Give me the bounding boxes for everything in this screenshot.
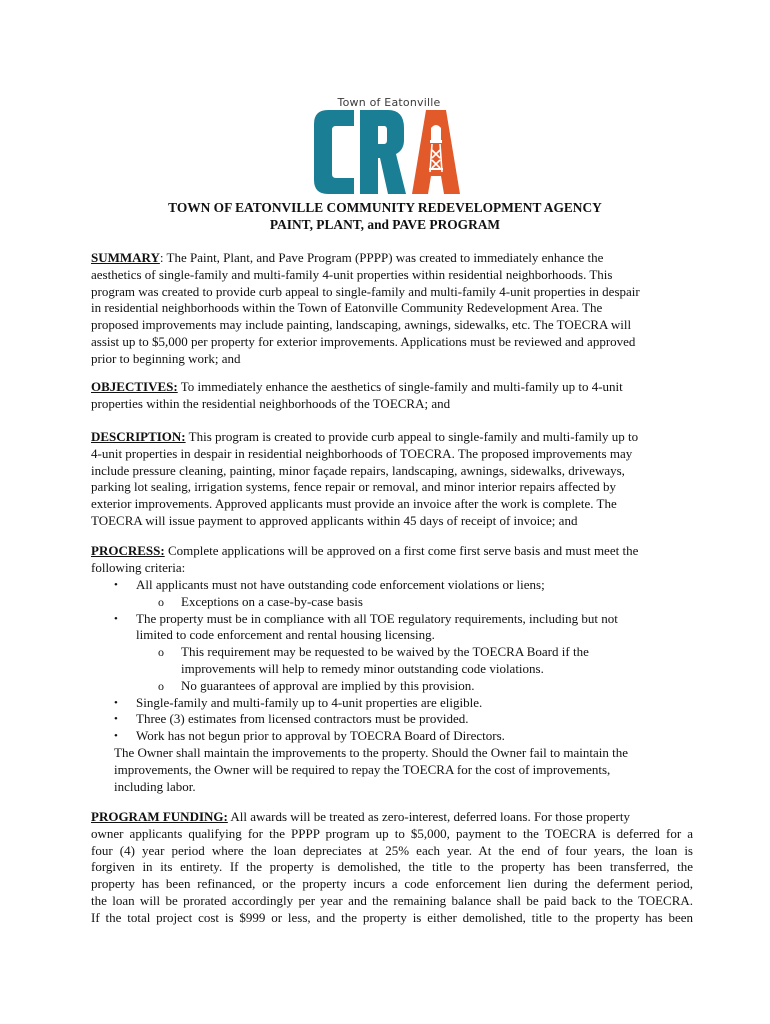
funding-line: forgiven in its entirety. If the property is demolished, the title to the property has been transferred, the <box>91 859 693 875</box>
document-title: TOWN OF EATONVILLE COMMUNITY REDEVELOPMENT AGENCY <box>168 200 602 215</box>
owner-paragraph-line: including labor. <box>114 778 196 794</box>
description-line: include pressure cleaning, painting, minor façade repairs, landscaping, awnings, sidewalks, driveways, <box>91 462 625 478</box>
list-item <box>91 577 693 594</box>
objectives-line: To immediately enhance the aesthetics of single-family and multi-family up to 4-unit <box>177 379 623 394</box>
description-line: exterior improvements. Approved applicants must provide an invoice after the work is complete. The <box>91 496 617 512</box>
bullet-icon: • <box>114 696 118 709</box>
summary-line: prior to beginning work; and <box>91 350 241 366</box>
objectives-line: properties within the residential neighborhoods of the TOECRA; and <box>91 395 451 411</box>
criteria-text: The property must be in compliance with all TOE regulatory requirements, including but not <box>136 610 618 626</box>
objectives-section <box>91 379 693 413</box>
criteria-text: This requirement may be requested to be waived by the TOECRA Board if the <box>181 644 589 660</box>
list-item <box>91 644 693 661</box>
summary-line: aesthetics of single-family and multi-family 4-unit properties within residential neighborhoods. This <box>91 266 613 282</box>
description-section <box>91 429 693 530</box>
list-item <box>91 678 693 695</box>
list-item <box>91 711 693 728</box>
program-title: PAINT, PLANT, and PAVE PROGRAM <box>269 217 501 232</box>
funding-line: four (4) year period where the loan depreciates at 25% each year. At the end of four years, the loan is <box>91 842 693 858</box>
summary-heading: SUMMARY <box>91 250 160 265</box>
criteria-text: Work has not begun prior to approval by TOECRA Board of Directors. <box>136 728 505 744</box>
process-intro-line: following criteria: <box>91 559 186 575</box>
summary-section <box>91 250 693 368</box>
criteria-continuation: limited to code enforcement and rental housing licensing. <box>136 627 435 643</box>
funding-line: All awards will be treated as zero-interest, deferred loans. For those property <box>227 809 630 824</box>
description-line: 4-unit properties in despair in residential neighborhoods of TOECRA. The proposed improvements may <box>91 445 633 461</box>
funding-line: the loan will be prorated accordingly per year and the remaining balance shall be paid back to the TOECRA. <box>91 892 693 908</box>
criteria-list <box>91 577 693 795</box>
funding-line: If the total project cost is $999 or less, and the property is either demolished, title to the property has been <box>91 909 693 925</box>
funding-heading: PROGRAM FUNDING: <box>91 809 228 824</box>
summary-line: proposed improvements may include painting, landscaping, awnings, sidewalks, etc. The TOECRA will <box>91 317 632 333</box>
cra-letters-graphic <box>310 110 460 196</box>
process-intro-line: Complete applications will be approved on a first come first serve basis and must meet the <box>164 543 639 558</box>
sub-bullet-icon: o <box>158 678 164 693</box>
summary-line: program was created to provide curb appeal to single-family and multi-family 4-unit properties in despair <box>91 283 640 299</box>
funding-section <box>91 809 693 927</box>
criteria-text: Single-family and multi-family up to 4-unit properties are eligible. <box>136 694 483 710</box>
list-item <box>91 611 693 628</box>
description-heading: DESCRIPTION: <box>91 429 186 444</box>
description-line: TOECRA will issue payment to approved applicants within 45 days of receipt of invoice; and <box>91 512 578 528</box>
summary-line: assist up to $5,000 per property for exterior improvements. Applications must be reviewed and approved <box>91 333 636 349</box>
funding-line: property has been refinanced, or the property incurs a code enforcement lien during the deferment period, <box>91 876 693 892</box>
logo-town-text: Town of Eatonville <box>337 96 441 109</box>
bullet-icon: • <box>114 713 118 726</box>
bullet-icon: • <box>114 579 118 591</box>
description-line: parking lot sealing, irrigation systems, fence repair or removal, and minor interior repairs affected by <box>91 479 616 495</box>
objectives-heading: OBJECTIVES: <box>91 379 178 394</box>
list-item <box>91 728 693 745</box>
funding-line: owner applicants qualifying for the PPPP program up to $5,000, payment to the TOECRA is deferred for a <box>91 825 693 841</box>
criteria-continuation: improvements will help to remedy minor outstanding code violations. <box>181 660 544 676</box>
owner-paragraph-line: The Owner shall maintain the improvements to the property. Should the Owner fail to maintain the <box>114 744 628 760</box>
criteria-text: Exceptions on a case-by-case basis <box>181 593 363 609</box>
criteria-text: Three (3) estimates from licensed contractors must be provided. <box>136 711 469 727</box>
summary-line: in residential neighborhoods within the Town of Eatonville Community Redevelopment Area. The <box>91 300 603 316</box>
summary-line: : The Paint, Plant, and Pave Program (PPPP) was created to immediately enhance the <box>159 250 604 265</box>
bullet-icon: • <box>114 612 118 625</box>
sub-bullet-icon: o <box>158 594 164 609</box>
bullet-icon: • <box>114 730 118 743</box>
list-item <box>91 695 693 712</box>
criteria-text: All applicants must not have outstanding code enforcement violations or liens; <box>136 577 545 592</box>
cra-logo <box>310 96 460 196</box>
list-item <box>91 594 693 611</box>
owner-paragraph-line: improvements, the Owner will be required to repay the TOECRA for the cost of improvements, <box>114 761 611 777</box>
process-heading: PROCRESS: <box>91 543 165 558</box>
description-line: This program is created to provide curb appeal to single-family and multi-family up to <box>185 429 639 444</box>
criteria-text: No guarantees of approval are implied by this provision. <box>181 677 475 693</box>
sub-bullet-icon: o <box>158 645 164 660</box>
process-section <box>91 543 693 577</box>
